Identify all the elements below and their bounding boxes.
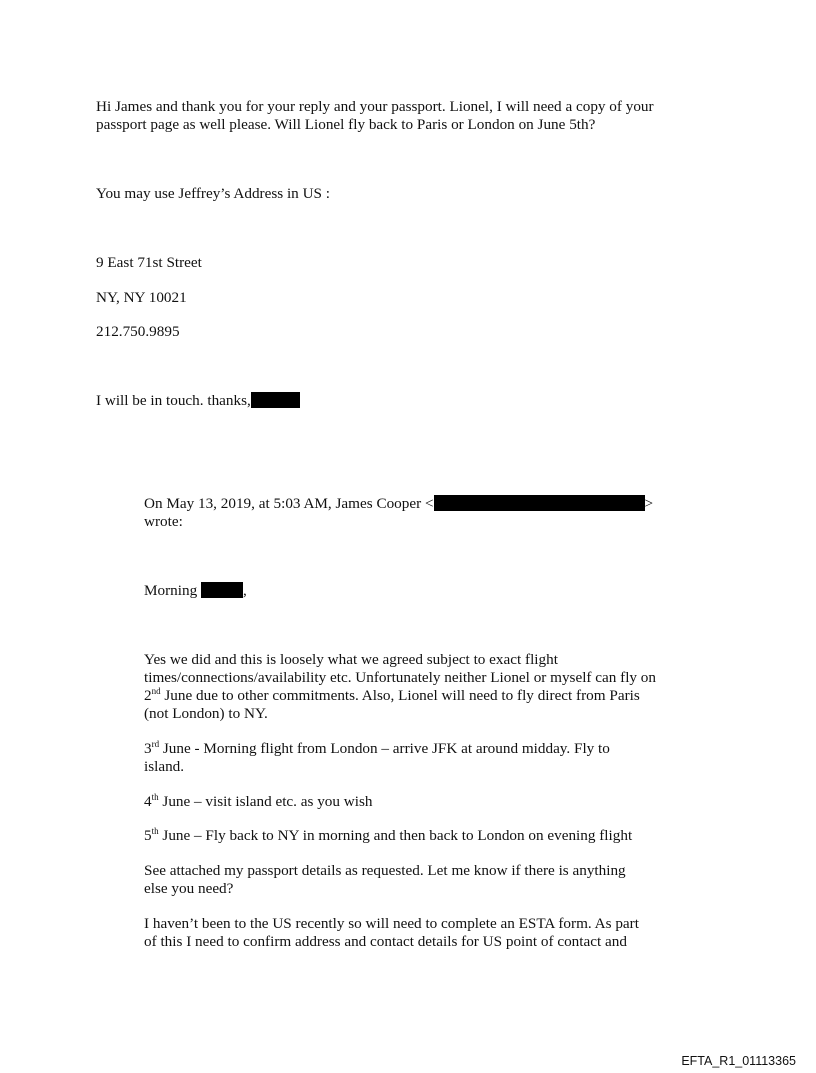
date-number: 3 (144, 740, 152, 757)
date-suffix: rd (151, 738, 160, 749)
document-id: EFTA_R1_01113365 (681, 1054, 796, 1068)
reply-closing (96, 392, 300, 410)
closing-text: I will be in touch. thanks, (96, 392, 251, 409)
para3-line-2: of this I need to confirm address and contact details for US point of contact and (144, 933, 627, 950)
quoted-header (144, 495, 653, 513)
date-suffix: th (151, 825, 159, 836)
address-phone: 212.750.9895 (96, 323, 180, 340)
date-suffix: nd (151, 685, 161, 696)
para2-line-2: else you need? (144, 880, 234, 897)
quoted-header-suffix: > (644, 495, 654, 512)
para1-line-3 (144, 687, 640, 705)
itinerary-item-1-text: June - Morning flight from London – arrive JFK at around midday. Fly to (159, 740, 610, 757)
redaction-box (201, 582, 243, 598)
quoted-greeting (144, 582, 247, 600)
date-number: 2 (144, 687, 152, 704)
greeting-text: Morning (144, 582, 198, 599)
para1-line-3-text: June due to other commitments. Also, Lionel will need to fly direct from Paris (160, 687, 640, 704)
itinerary-item-2 (144, 793, 372, 811)
redaction-box (434, 495, 645, 511)
quoted-header-prefix: On May 13, 2019, at 5:03 AM, James Cooper < (144, 495, 434, 512)
para1-line-4: (not London) to NY. (144, 705, 268, 722)
date-number: 4 (144, 793, 152, 810)
reply-line-2: passport page as well please. Will Lionel fly back to Paris or London on June 5th? (96, 116, 596, 133)
para1-line-1: Yes we did and this is loosely what we agreed subject to exact flight (144, 651, 558, 668)
itinerary-item-1-line-2: island. (144, 758, 185, 775)
address-city: NY, NY 10021 (96, 289, 187, 306)
redaction-box (251, 392, 300, 408)
itinerary-item-3-text: June – Fly back to NY in morning and then back to London on evening flight (158, 827, 633, 844)
date-number: 5 (144, 827, 152, 844)
para1-line-2: times/connections/availability etc. Unfortunately neither Lionel or myself can fly on (144, 669, 656, 686)
greeting-suffix: , (242, 582, 247, 599)
address-street: 9 East 71st Street (96, 254, 202, 271)
address-intro: You may use Jeffrey’s Address in US : (96, 185, 331, 202)
quoted-header-wrote: wrote: (144, 513, 183, 530)
itinerary-item-1 (144, 740, 610, 758)
para3-line-1: I haven’t been to the US recently so will need to complete an ESTA form. As part (144, 915, 639, 932)
itinerary-item-2-text: June – visit island etc. as you wish (158, 793, 373, 810)
date-suffix: th (151, 791, 159, 802)
itinerary-item-3 (144, 827, 632, 845)
reply-line-1: Hi James and thank you for your reply and your passport. Lionel, I will need a copy of your (96, 98, 654, 115)
para2-line-1: See attached my passport details as requested. Let me know if there is anything (144, 862, 626, 879)
